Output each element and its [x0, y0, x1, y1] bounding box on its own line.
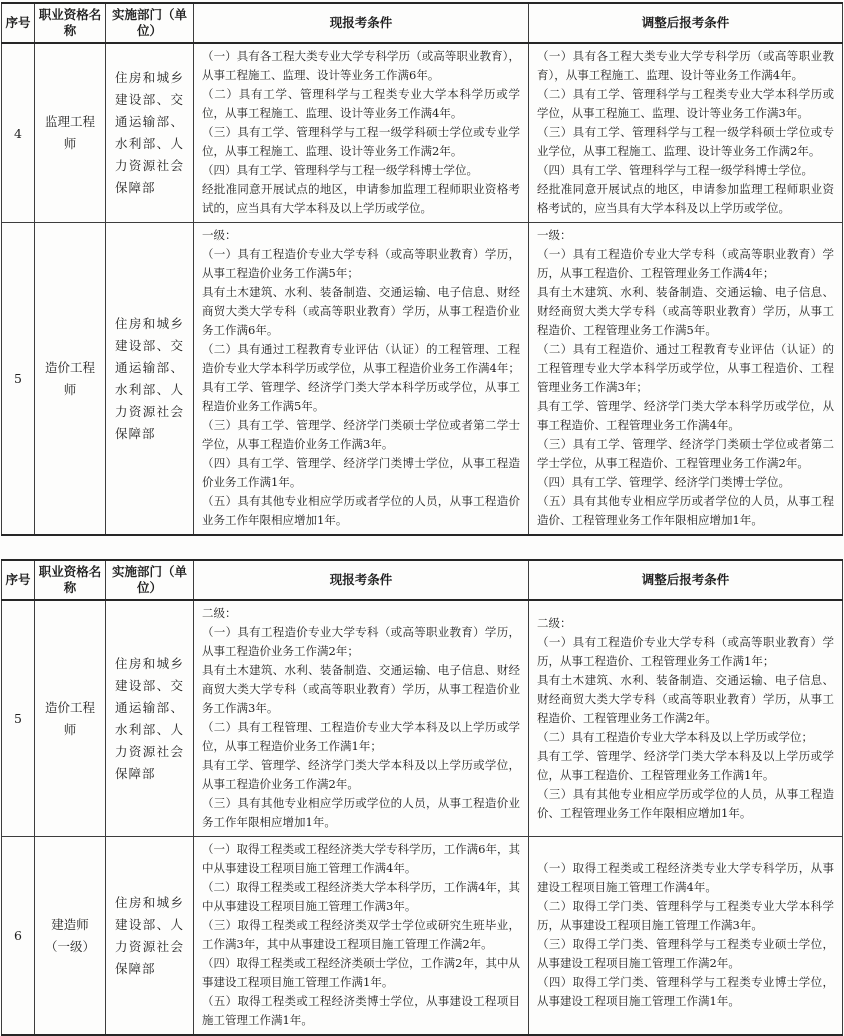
condition-paragraph: （二）取得工学门类、管理科学与工程类专业大学本科学历，从事建设工程项目施工管理工作满3年。: [537, 899, 834, 932]
condition-paragraph: 具有土木建筑、水利、装备制造、交通运输、电子信息、财经商贸大类大学专科（或高等职业教育）学历，从事工程造价、工程管理业务工作满2年。: [537, 672, 834, 725]
condition-paragraph: （三）取得工学门类、管理科学与工程类专业硕士学位，从事建设工程项目施工管理工作满2年。: [537, 937, 834, 970]
cell-adjusted-conditions: [529, 43, 843, 223]
cell-serial-number: 6: [2, 837, 35, 1036]
condition-paragraph: 具有工学、管理学、经济学门类大学本科学历或学位，从事工程造价业务工作满5年。: [202, 380, 520, 413]
condition-paragraph: （四）取得工学门类、管理科学与工程类专业博士学位，从事建设工程项目施工管理工作满1年。: [537, 975, 834, 1008]
condition-paragraph: （二）具有工程管理、工程造价专业大学本科及以上学历或学位，从事工程造价业务工作满1年；: [202, 720, 520, 753]
condition-paragraph: 一级：: [537, 228, 572, 242]
condition-paragraph: 二级：: [537, 615, 572, 630]
condition-paragraph: （一）具有工程造价专业大学专科（或高等职业教育）学历，从事工程造价业务工作满2年；: [202, 625, 520, 658]
condition-paragraph: （二）取得工程类或工程经济类大学本科学历，工作满4年，其中从事建设工程项目施工管理工作满3年。: [202, 880, 520, 913]
condition-paragraph: （三）具有工学、管理学、经济学门类硕士学位或者第二学士学位，从事工程造价业务工作满3年。: [202, 418, 520, 451]
condition-paragraph: 经批准同意开展试点的地区，申请参加监理工程师职业资格考试的，应当具有大学本科及以上学历或学位。: [537, 182, 834, 215]
condition-paragraph: （四）具有工学、管理科学与工程一级学科博士学位。: [202, 163, 478, 177]
condition-paragraph: （一）具有工程造价专业大学专科（或高等职业教育）学历，从事工程造价、工程管理业务工作满1年；: [537, 634, 834, 668]
header-cell-serial: 序号: [2, 560, 35, 600]
condition-paragraph: 具有工学、管理学、经济学门类大学本科学历或学位，从事工程造价、工程管理业务工作满4年。: [537, 399, 834, 432]
condition-paragraph: （二）具有工学、管理科学与工程类专业大学本科学历或学位，从事工程施工、监理、设计等业务工作满4年。: [202, 87, 520, 120]
cell-department: 住房和城乡建设部、交通运输部、水利部、人力资源社会保障部: [106, 223, 194, 536]
table-row: [2, 43, 843, 223]
condition-paragraph: （三）具有工学、管理科学与工程一级学科硕士学位或专业学位，从事工程施工、监理、设计等业务工作满2年。: [537, 125, 834, 158]
condition-paragraph: （四）取得工程类或工程经济类硕士学位，工作满2年，其中从事建设工程项目施工管理工作满1年。: [202, 956, 520, 989]
table-row: [2, 600, 843, 837]
header-cell-adjusted-conditions: 调整后报考条件: [529, 560, 843, 600]
cell-adjusted-conditions: [529, 837, 843, 1036]
cell-serial-number: 5: [2, 223, 35, 536]
condition-paragraph: （一）具有工程造价专业大学专科（或高等职业教育）学历，从事工程造价业务工作满5年；: [202, 247, 520, 280]
table-1-header-row: [2, 3, 843, 43]
table-row: [2, 837, 843, 1036]
header-cell-qualification-name: 职业资格名称: [35, 560, 106, 600]
qualification-table-2: [1, 559, 843, 1036]
condition-paragraph: 具有土木建筑、水利、装备制造、交通运输、电子信息、财经商贸大类大学专科（或高等职业教育）学历，从事工程造价、工程管理业务工作满5年。: [537, 285, 834, 337]
condition-paragraph: 二级：: [202, 606, 237, 620]
cell-serial-number: 5: [2, 600, 35, 837]
cell-serial-number: 4: [2, 43, 35, 223]
condition-paragraph: （五）具有其他专业相应学历或者学位的人员，从事工程造价、工程管理业务工作年限相应增加1年。: [537, 494, 834, 527]
condition-paragraph: （三）具有工学、管理学、经济学门类硕士学位或者第二学士学位，从事工程造价、工程管理业务工作满2年。: [537, 437, 834, 470]
cell-current-conditions: [194, 43, 529, 223]
cell-current-conditions: [194, 223, 529, 536]
condition-paragraph: （二）具有工程造价、通过工程教育专业评估（认证）的工程管理专业大学本科学历或学位，从事工程造价、工程管理业务工作满3年；: [537, 342, 834, 394]
cell-current-conditions: [194, 837, 529, 1036]
condition-paragraph: 具有土木建筑、水利、装备制造、交通运输、电子信息、财经商贸大类大学专科（或高等职业教育）学历，从事工程造价业务工作满6年。: [202, 285, 520, 337]
cell-adjusted-conditions: [529, 223, 843, 536]
condition-paragraph: （四）具有工学、管理学、经济学门类博士学位。: [537, 475, 790, 489]
cell-qualification-name: 造价工程师: [35, 600, 106, 837]
cell-department: 住房和城乡建设部、人力资源社会保障部: [106, 837, 194, 1036]
cell-qualification-name: 监理工程师: [35, 43, 106, 223]
condition-paragraph: （五）取得工程类或工程经济类博士学位，从事建设工程项目施工管理工作满1年。: [202, 994, 520, 1027]
condition-paragraph: 具有工学、管理学、经济学门类大学本科及以上学历或学位，从事工程造价业务工作满2年。: [202, 758, 520, 791]
condition-paragraph: （五）具有其他专业相应学历或者学位的人员，从事工程造价业务工作年限相应增加1年。: [202, 494, 520, 527]
condition-paragraph: （一）取得工程类或工程经济类专业大学专科学历，从事建设工程项目施工管理工作满4年。: [537, 861, 834, 894]
condition-paragraph: （三）具有工学、管理科学与工程一级学科硕士学位或专业学位，从事工程施工、监理、设计等业务工作满2年。: [202, 125, 520, 158]
condition-paragraph: （三）具有其他专业相应学历或学位的人员，从事工程造价业务工作年限相应增加1年。: [202, 796, 520, 829]
header-cell-department: 实施部门（单位）: [106, 560, 194, 600]
table-row: [2, 223, 843, 536]
header-cell-current-conditions: 现报考条件: [194, 3, 529, 43]
condition-paragraph: （二）具有工学、管理科学与工程类专业大学本科学历或学位，从事工程施工、监理、设计等业务工作满3年。: [537, 87, 834, 120]
header-cell-department: 实施部门（单位）: [106, 3, 194, 43]
condition-paragraph: （一）具有各工程大类专业大学专科学历（或高等职业教育），从事工程施工、监理、设计等业务工作满6年。: [202, 49, 520, 82]
condition-paragraph: 经批准同意开展试点的地区，申请参加监理工程师职业资格考试的，应当具有大学本科及以上学历或学位。: [202, 182, 520, 215]
header-cell-current-conditions: 现报考条件: [194, 560, 529, 600]
condition-paragraph: （四）具有工学、管理科学与工程一级学科博士学位。: [537, 163, 813, 177]
cell-current-conditions: [194, 600, 529, 837]
cell-department: 住房和城乡建设部、交通运输部、水利部、人力资源社会保障部: [106, 43, 194, 223]
condition-paragraph: 具有土木建筑、水利、装备制造、交通运输、电子信息、财经商贸大类大学专科（或高等职业教育）学历，从事工程造价业务工作满3年。: [202, 663, 520, 715]
condition-paragraph: （一）具有各工程大类专业大学专科学历（或高等职业教育），从事工程施工、监理、设计等业务工作满4年。: [537, 49, 834, 82]
condition-paragraph: （二）具有通过工程教育专业评估（认证）的工程管理、工程造价专业大学本科学历或学位，从事工程造价业务工作满4年；: [202, 342, 520, 375]
header-cell-qualification-name: 职业资格名称: [35, 3, 106, 43]
header-cell-adjusted-conditions: 调整后报考条件: [529, 3, 843, 43]
condition-paragraph: （一）取得工程类或工程经济类大学专科学历，工作满6年，其中从事建设工程项目施工管理工作满4年。: [202, 842, 520, 875]
condition-paragraph: 具有工学、管理学、经济学门类大学本科及以上学历或学位，从事工程造价、工程管理业务工作满1年。: [537, 748, 834, 782]
cell-qualification-name: 造价工程师: [35, 223, 106, 536]
condition-paragraph: （三）具有其他专业相应学历或学位的人员，从事工程造价、工程管理业务工作年限相应增加1年。: [537, 786, 834, 820]
header-cell-serial: 序号: [2, 3, 35, 43]
qualification-table-1: [1, 2, 843, 536]
condition-paragraph: （四）具有工学、管理学、经济学门类博士学位，从事工程造价业务工作满1年。: [202, 456, 520, 489]
condition-paragraph: （二）具有工程造价专业大学本科及以上学历或学位；: [537, 729, 813, 744]
condition-paragraph: 一级：: [202, 228, 237, 242]
table-2-header-row: [2, 560, 843, 600]
cell-adjusted-conditions: [529, 600, 843, 837]
condition-paragraph: （一）具有工程造价专业大学专科（或高等职业教育）学历，从事工程造价、工程管理业务工作满4年；: [537, 247, 834, 280]
condition-paragraph: （三）取得工程类或工程经济类双学士学位或研究生班毕业，工作满3年，其中从事建设工程项目施工管理工作满2年。: [202, 918, 520, 951]
cell-department: 住房和城乡建设部、交通运输部、水利部、人力资源社会保障部: [106, 600, 194, 837]
cell-qualification-name: 建造师（一级）: [35, 837, 106, 1036]
